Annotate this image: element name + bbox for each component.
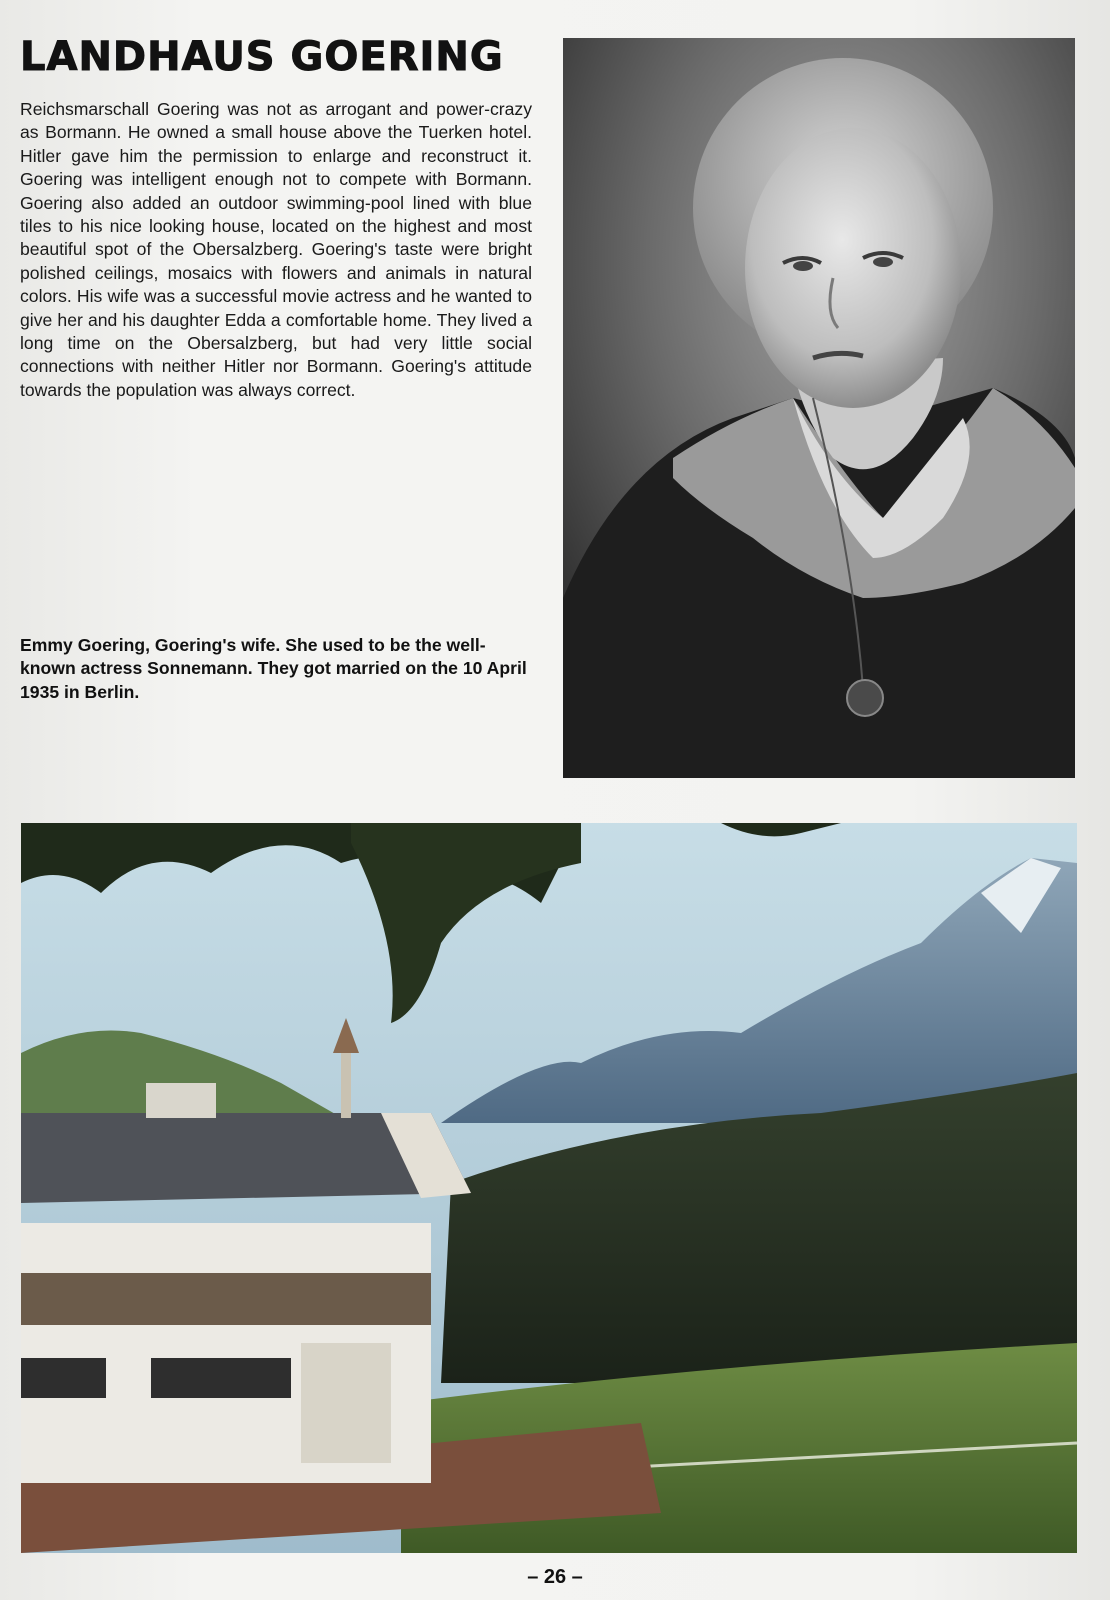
landhaus-photo [21, 823, 1077, 1553]
portrait-photo [563, 38, 1075, 778]
article-body: Reichsmarschall Goering was not as arrogant and power-crazy as Bormann. He owned a small house above the Tuerken hotel. Hitler gave him the permission to enlarge and reconstruct it. Goering was intelligent enough not to compete with Bormann. Goering also added an outdoor swimming-pool lined with blue tiles to his nice looking house, located on the highest and most beautiful spot of the Obersalzberg. Goering's taste were bright polished ceilings, mosaics with flowers and animals in natural colors. His wife was a successful movie actress and he wanted to give her and his daughter Edda a comfortable home. They lived a long time on the Obersalzberg, but had very little social connections with neither Hitler nor Bormann. Goering's attitude towards the population was always correct. [20, 99, 532, 400]
photo-caption: Emmy Goering, Goering's wife. She used to be the well-known actress Sonnemann. They got married on the 10 April 1935 in Berlin. [20, 635, 527, 702]
page-title: LANDHAUS GOERING [20, 34, 504, 80]
page-number: – 26 – [527, 1566, 583, 1588]
